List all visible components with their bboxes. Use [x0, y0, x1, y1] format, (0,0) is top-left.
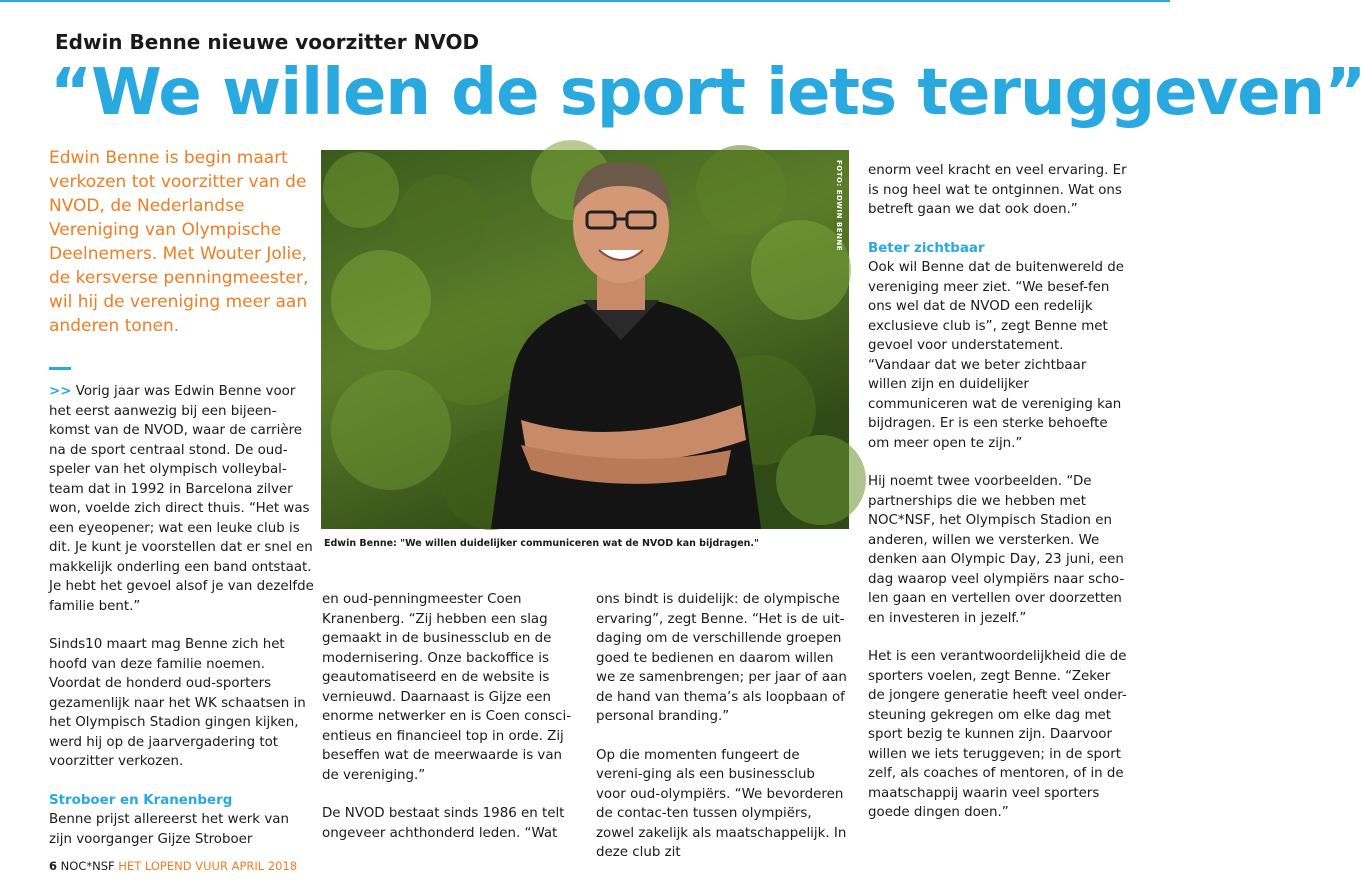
paragraph: Benne prijst allereerst het werk van zijn voorganger Gijze Stroboer	[49, 812, 289, 847]
top-rule	[0, 0, 1170, 2]
paragraph: enorm veel kracht en veel ervaring. Er is nog heel wat te ontginnen. Wat ons betreft gaan we dat ook doen.”	[868, 163, 1127, 217]
lead-arrows-icon: >>	[49, 384, 72, 399]
paragraph: Sinds10 maart mag Benne zich het hoofd van deze familie noemen. Voordat de honderd oud-sporters gezamenlijk naar het WK schaatsen in het Olympisch Stadion gingen kijken, werd hij op de jaarvergadering tot voorzitter verkozen.	[49, 637, 306, 769]
portrait-photo	[321, 150, 849, 529]
paragraph: Het is een verantwoordelijkheid die de sporters voelen, zegt Benne. “Zeker de jongere generatie heeft veel onder-steuning gekregen om elke dag met sport bezig te kunnen zijn. Daarvoor willen we iets teruggeven; in de sport zelf, als coaches of mentoren, of in de maatschappij waarin veel sporters goede dingen doen.”	[868, 649, 1127, 820]
portrait-illustration	[321, 150, 849, 529]
paragraph: Ook wil Benne dat de buitenwereld de vereniging meer ziet. “We besef-fen ons wel dat de NVOD een redelijk exclusieve club is”, zegt Benne met gevoel voor understatement. “Vandaar dat we beter zichtbaar willen zijn en duidelijker communiceren wat de vereniging kan bijdragen. Er is een sterke behoefte om meer open te zijn.”	[868, 260, 1125, 451]
photo-caption: Edwin Benne: "We willen duidelijker communiceren wat de NVOD kan bijdragen."	[324, 538, 759, 549]
column-3	[596, 590, 848, 882]
paragraph: Op die momenten fungeert de vereni-ging als een businessclub voor oud-olympiërs. “We bevorderen de contac-ten tussen olympiërs, zowel zakelijk als maatschappelijk. In deze club zit	[596, 747, 847, 860]
paragraph-text: Vorig jaar was Edwin Benne voor het eerst aanwezig bij een bijeen-komst van de NVOD, waar de carrière na de sport centraal stond. De oud-speler van het olympisch volleybal-team dat in 1992 in Barcelona zilver won, voelde zich direct thuis. “Het was een eyeopener; wat een leuke club is dit. Je kunt je voorstellen dat er snel en makkelijk onderling een band ontstaat. Je hebt het gevoel alsof je van dezelfde familie bent.”	[49, 384, 314, 614]
article-headline: “We willen de sport iets teruggeven”	[50, 56, 1365, 130]
column-4	[868, 161, 1128, 842]
paragraph: De NVOD bestaat sinds 1986 en telt ongeveer achthonderd leden. “Wat	[322, 806, 565, 841]
footer-magazine: HET LOPEND VUUR APRIL 2018	[118, 859, 298, 873]
paragraph: ons bindt is duidelijk: de olympische ervaring”, zegt Benne. “Het is de uit-daging om de verschillende groepen goed te bedienen en daarom willen we ze samenbrengen; per jaar of aan de hand van thema’s als loopbaan of personal branding.”	[596, 592, 847, 724]
paragraph: Hij noemt twee voorbeelden. “De partnerships die we hebben met NOC*NSF, het Olympisch Stadion en anderen, willen we versterken. We denken aan Olympic Day, 23 juni, een dag waarop veel olympiërs naar scho-len gaan en vertellen over doorzetten en investeren in jezelf.”	[868, 474, 1125, 626]
subheading-stroboer: Stroboer en Kranenberg	[49, 792, 233, 808]
paragraph: en oud-penningmeester Coen Kranenberg. “Zij hebben een slag gemaakt in de businessclub en de modernisering. Onze backoffice is geautomatiseerd en de website is vernieuwd. Daarnaast is Gijze een enorme netwerker en is Coen consci-entieus en financieel top in orde. Zij beseffen wat de meerwaarde is van de vereniging.”	[322, 592, 572, 783]
column-2	[322, 590, 580, 862]
subheading-beter-zichtbaar: Beter zichtbaar	[868, 240, 985, 256]
page-footer	[49, 859, 297, 873]
footer-org: NOC*NSF	[60, 859, 115, 873]
article-kicker: Edwin Benne nieuwe voorzitter NVOD	[55, 30, 480, 54]
paragraph	[49, 382, 314, 616]
page-number: 6	[49, 859, 58, 873]
intro-divider	[49, 367, 71, 370]
photo-credit: FOTO: EDWIN BENNE	[835, 160, 843, 252]
article-intro: Edwin Benne is begin maart verkozen tot voorzitter van de NVOD, de Nederlandse Vereniging van Olympische Deelnemers. Met Wouter Jolie, de kersverse penningmeester, wil hij de vereniging meer aan anderen tonen.	[49, 148, 309, 336]
column-1	[49, 382, 314, 868]
